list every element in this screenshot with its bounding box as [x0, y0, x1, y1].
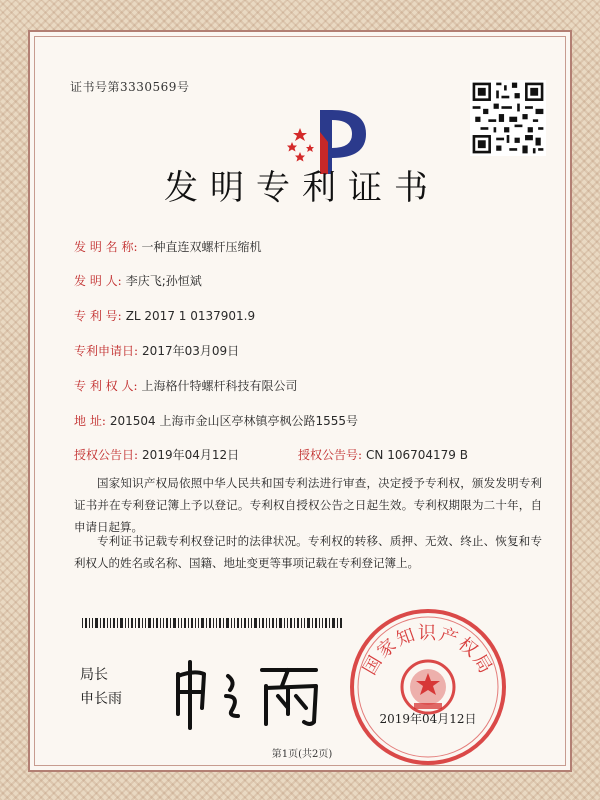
seal-date: 2019年04月12日	[379, 712, 477, 726]
field-label: 发 明 人:	[74, 274, 122, 288]
official-seal	[348, 607, 508, 767]
field-label: 发 明 名 称:	[74, 240, 138, 254]
barcode-strip	[82, 618, 342, 628]
field-label: 专 利 权 人:	[74, 379, 138, 393]
certificate-serial-number: 证书号第3330569号	[70, 80, 190, 94]
field-label: 地 址:	[74, 414, 106, 428]
qr-code	[470, 80, 546, 156]
field-value: 201504 上海市金山区亭林镇亭枫公路1555号	[109, 414, 359, 428]
field-label: 专 利 号:	[74, 309, 122, 323]
field-value: 2019年04月12日	[142, 448, 240, 462]
handwritten-signature	[170, 652, 330, 732]
field-filing-date	[74, 342, 239, 359]
field-label: 专利申请日:	[74, 344, 139, 358]
field-value: 李庆飞;孙恒斌	[125, 274, 202, 288]
field-value: CN 106704179 B	[366, 448, 468, 462]
field-value: 一种直连双螺杆压缩机	[141, 240, 262, 254]
field-label: 授权公告号:	[298, 448, 363, 462]
field-inventor	[74, 272, 202, 289]
signatory-title: 局长	[80, 667, 108, 683]
field-value: 上海格什特螺杆科技有限公司	[141, 379, 298, 393]
legal-status-paragraph: 专利证书记载专利权登记时的法律状况。专利权的转移、质押、无效、终止、恢复和专利权人的姓名或名称、国籍、地址变更等事项记载在专利登记簿上。	[74, 534, 542, 570]
field-label: 授权公告日:	[74, 448, 139, 462]
field-grant-publication-number	[298, 446, 468, 463]
seal-text: 国家知识产权局	[359, 623, 497, 679]
certificate-title: 发明专利证书	[164, 168, 440, 208]
grant-statement-paragraph: 国家知识产权局依照中华人民共和国专利法进行审查，决定授予专利权，颁发发明专利证书并在专利登记簿上予以登记。专利权自授权公告之日起生效。专利权期限为二十年，自申请日起算。	[74, 476, 542, 534]
field-value: 2017年03月09日	[142, 344, 240, 358]
field-value: ZL 2017 1 0137901.9	[125, 309, 256, 323]
field-patent-number	[74, 307, 255, 324]
signatory-name: 申长雨	[80, 691, 122, 707]
field-grant-publication-date	[74, 446, 239, 463]
field-patentee	[74, 377, 298, 394]
field-invention-name	[74, 238, 262, 255]
field-address	[74, 412, 358, 429]
certificate-paper	[28, 30, 572, 772]
page-number: 第1页(共2页)	[271, 749, 333, 760]
